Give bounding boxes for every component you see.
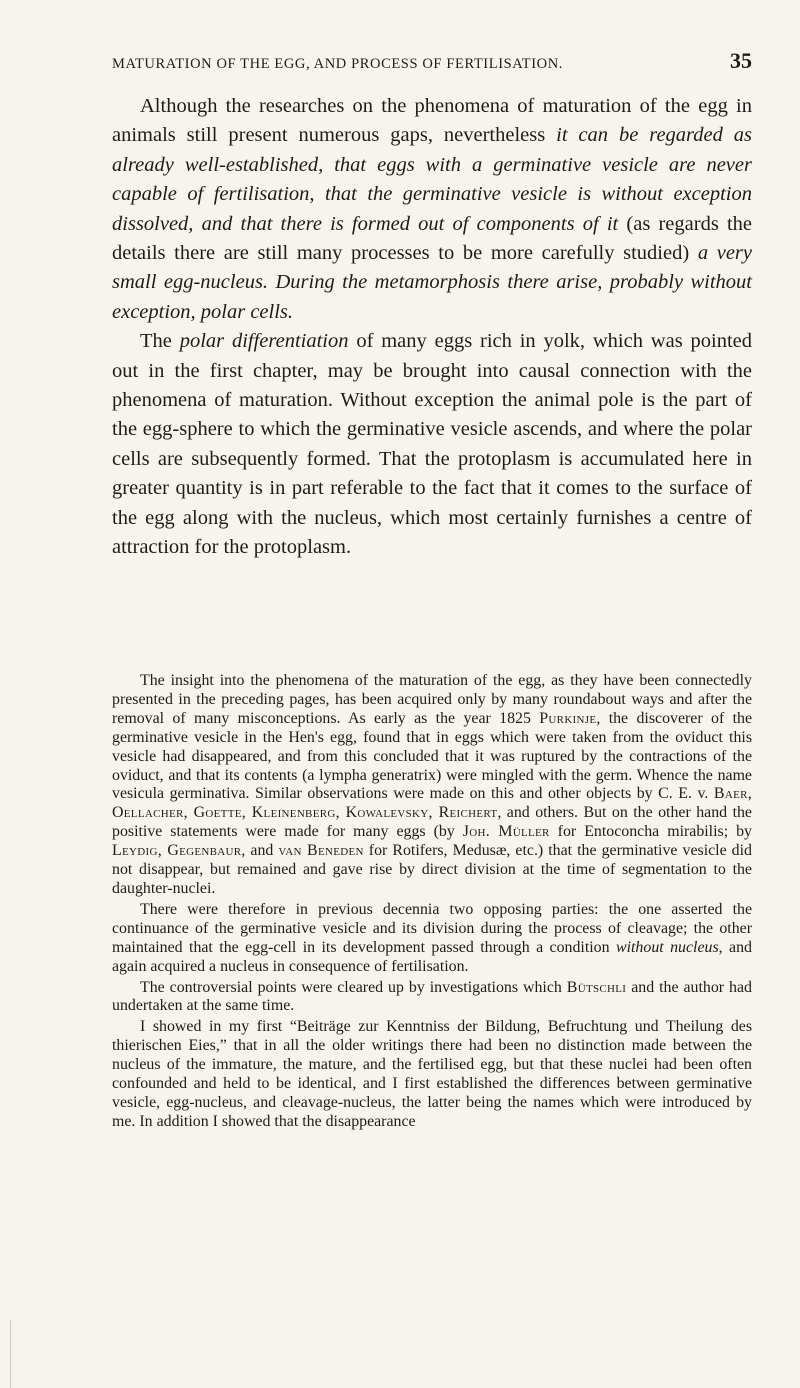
p1-text-c: (as regards the details there are still many processes to be more carefully studied): [112, 212, 753, 265]
n1-text-a: The insight into the phenomena of the maturation of the egg, as they have been connectedly presented in the preceding pages, has been acquired only by many roundabout ways and after the removal of many misconceptions. As early as the year 1825: [112, 672, 752, 727]
author-name: Bütschli: [566, 978, 627, 996]
author-name: van Beneden: [278, 842, 364, 860]
page-number: 35: [730, 48, 752, 73]
paragraph-2: [112, 327, 752, 562]
n1-text-f: for Rotifers, Medusæ, etc.) that the germinative vesicle did not disappear, but remained and gave rise by direct division at the time of segmentation to the daughter-nuclei.: [112, 842, 752, 897]
note-text: [112, 672, 752, 1132]
note-paragraph-4: I showed in my first “Beiträge zur Kenntniss der Bildung, Befruchtung und Theilung des thierischen Eies,” that in all the older writings there had been no distinction made between the nucleus of the immature, the mature, and the fertilised egg, but that these nuclei had been often confounded and held to be identical, and I first established the differences between germinative vesicle, egg-nucleus, and cleavage-nucleus, the latter being the names which were introduced by me. In addition I showed that the disappearance: [112, 1018, 752, 1130]
note-paragraph-2: [112, 901, 752, 977]
note-paragraph-3: [112, 979, 752, 1017]
n3-text-b: and the author had undertaken at the same time.: [112, 978, 752, 1015]
main-text: [112, 92, 752, 563]
author-name: Purkinje: [539, 709, 597, 727]
p1-text-a: Although the researches on the phenomena of maturation of the egg in animals still present numerous gaps, nevertheless: [112, 95, 752, 147]
author-names: Baer, Oellacher, Goette, Kleinenberg, Kowalevsky, Reichert: [112, 785, 752, 822]
paragraph-1: [112, 92, 752, 327]
p2-text-a: The: [140, 330, 180, 353]
n2-text-c: , and again acquired a nucleus in consequence of fertilisation.: [112, 938, 752, 975]
author-name: Joh. Müller: [462, 823, 550, 841]
note-paragraph-1: [112, 672, 752, 899]
n1-text-e: , and: [241, 842, 279, 860]
running-head: [112, 48, 752, 76]
p2-italic-b: polar differentiation: [179, 330, 349, 353]
p1-italic-b: it can be regarded as already well-established, that eggs with a germinative vesicle are never capable of fertilisation, that the germinative vesicle is without exception dissolved, and that there is formed out of components of it: [112, 124, 753, 235]
p1-italic-d: a very small egg-nucleus. During the metamorphosis there arise, probably without exception, polar cells.: [112, 242, 753, 323]
margin-rule: [10, 1320, 11, 1388]
n2-italic-b: without nucleus: [616, 938, 719, 956]
n1-text-d: for Entoconcha mirabilis; by: [549, 823, 752, 841]
n1-text-c: , and others. But on the other hand the positive statements were made for many eggs (by: [112, 804, 752, 841]
running-head-title: MATURATION OF THE EGG, AND PROCESS OF FERTILISATION.: [112, 56, 563, 72]
author-names: Leydig, Gegenbaur: [112, 842, 242, 860]
n3-text-a: The controversial points were cleared up by investigations which: [140, 978, 567, 996]
n1-text-b: , the discoverer of the germinative vesicle in the Hen's egg, found that in eggs which were taken from the oviduct this vesicle had disappeared, and from this concluded that it was ruptured by the contractions of the oviduct, and that its contents (a lympha generatrix) were mingled with the germ. Whence the name vesicula germinativa. Similar observations were made on this and other objects by C. E. v.: [112, 709, 753, 803]
p2-text-c: of many eggs rich in yolk, which was pointed out in the first chapter, may be brought into causal connection with the phenomena of maturation. Without exception the animal pole is the part of the egg-sphere to which the germinative vesicle ascends, and where the polar cells are subsequently formed. That the protoplasm is accumulated here in greater quantity is in part referable to the fact that it comes to the surface of the egg along with the nucleus, which most certainly furnishes a centre of attraction for the protoplasm.: [112, 330, 752, 559]
n2-text-a: There were therefore in previous decennia two opposing parties: the one asserted the continuance of the germinative vesicle and its division during the process of cleavage; the other maintained that the egg-cell in its development passed through a condition: [112, 900, 752, 956]
